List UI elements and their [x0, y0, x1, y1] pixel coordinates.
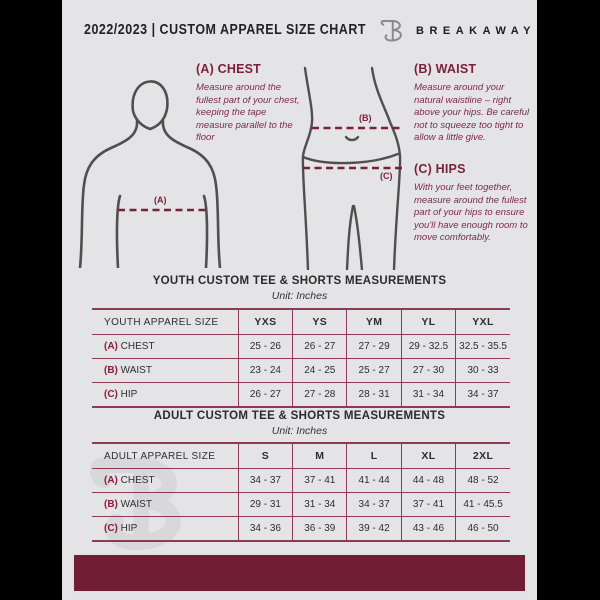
size-header-cell: XL	[401, 443, 455, 469]
value-cell: 31 - 34	[293, 493, 347, 517]
size-header-cell: YS	[293, 309, 347, 335]
row-label-cell	[92, 383, 238, 408]
value-cell: 30 - 33	[456, 359, 510, 383]
value-cell: 32.5 - 35.5	[456, 335, 510, 359]
value-cell: 41 - 45.5	[456, 493, 510, 517]
row-key: (B)	[104, 365, 118, 376]
size-chart-document	[62, 0, 537, 600]
value-cell: 36 - 39	[293, 517, 347, 542]
value-cell: 28 - 31	[347, 383, 401, 408]
row-label-cell	[92, 359, 238, 383]
value-cell: 27 - 29	[347, 335, 401, 359]
row-name: CHEST	[117, 475, 155, 486]
size-header-cell: YM	[347, 309, 401, 335]
row-label-cell	[92, 469, 238, 493]
table-row	[92, 359, 510, 383]
value-cell: 23 - 24	[238, 359, 292, 383]
row-key: (B)	[104, 499, 118, 510]
row-name: HIP	[117, 389, 138, 400]
row-name: WAIST	[117, 499, 152, 510]
row-key: (C)	[104, 389, 118, 400]
value-cell: 48 - 52	[456, 469, 510, 493]
value-cell: 34 - 37	[238, 469, 292, 493]
table-row	[92, 517, 510, 542]
footer-accent-bar	[72, 553, 527, 593]
instruction-waist-heading: (B) WAIST	[414, 62, 477, 76]
instruction-hips-heading: (C) HIPS	[414, 162, 466, 176]
youth-table-title: YOUTH CUSTOM TEE & SHORTS MEASUREMENTS	[152, 275, 447, 287]
instruction-hips	[414, 162, 532, 245]
value-cell: 25 - 26	[238, 335, 292, 359]
table-row	[92, 383, 510, 408]
value-cell: 27 - 30	[401, 359, 455, 383]
row-name: WAIST	[117, 365, 152, 376]
adult-size-table	[92, 442, 510, 542]
value-cell: 34 - 37	[347, 493, 401, 517]
row-label-cell	[92, 517, 238, 542]
value-cell: 39 - 42	[347, 517, 401, 542]
size-header-cell: YXS	[238, 309, 292, 335]
value-cell: 24 - 25	[293, 359, 347, 383]
adult-table-title: ADULT CUSTOM TEE & SHORTS MEASUREMENTS	[153, 410, 446, 422]
apparel-size-header-cell: YOUTH APPAREL SIZE	[104, 316, 219, 328]
row-key: (A)	[104, 475, 118, 486]
chest-marker-label: (A)	[154, 195, 167, 205]
table-header-row	[92, 309, 510, 335]
value-cell: 29 - 32.5	[401, 335, 455, 359]
size-header-cell: 2XL	[456, 443, 510, 469]
size-header-cell: YL	[401, 309, 455, 335]
value-cell: 37 - 41	[293, 469, 347, 493]
figure-lower-body	[290, 60, 415, 270]
row-key: (A)	[104, 341, 118, 352]
youth-table-unit: Unit: Inches	[271, 290, 328, 302]
apparel-size-header-cell: ADULT APPAREL SIZE	[104, 450, 216, 462]
brand-name: BREAKAWAY	[416, 25, 536, 37]
value-cell: 26 - 27	[238, 383, 292, 408]
row-name: HIP	[117, 523, 138, 534]
table-row	[92, 335, 510, 359]
instruction-chest-text: Measure around the fullest part of your chest, keeping the tape measure parallel to the floor	[196, 82, 300, 144]
row-key: (C)	[104, 523, 118, 534]
value-cell: 34 - 36	[238, 517, 292, 542]
size-header-cell: M	[293, 443, 347, 469]
size-header-cell: S	[238, 443, 292, 469]
value-cell: 46 - 50	[456, 517, 510, 542]
value-cell: 25 - 27	[347, 359, 401, 383]
instruction-waist-text: Measure around your natural waistline – right above your hips. Be careful not to squeeze too tight to allow a little give.	[414, 82, 530, 144]
value-cell: 34 - 37	[456, 383, 510, 408]
table-row	[92, 469, 510, 493]
instruction-chest	[196, 62, 304, 145]
value-cell: 31 - 34	[401, 383, 455, 408]
instruction-waist	[414, 62, 532, 145]
table-row	[92, 493, 510, 517]
instruction-hips-text: With your feet together, measure around the fullest part of your hips to ensure you'll have enough room to move comfortably.	[414, 182, 528, 244]
row-label-cell	[92, 493, 238, 517]
instruction-chest-heading: (A) CHEST	[196, 62, 261, 76]
size-header-cell: L	[347, 443, 401, 469]
youth-size-table	[92, 308, 510, 408]
value-cell: 44 - 48	[401, 469, 455, 493]
page-title: 2022/2023 | CUSTOM APPAREL SIZE CHART	[84, 22, 366, 38]
value-cell: 41 - 44	[347, 469, 401, 493]
size-header-cell: YXL	[456, 309, 510, 335]
table-header-row	[92, 443, 510, 469]
value-cell: 37 - 41	[401, 493, 455, 517]
waist-marker-label: (B)	[359, 113, 372, 123]
row-label-cell	[92, 335, 238, 359]
value-cell: 43 - 46	[401, 517, 455, 542]
value-cell: 26 - 27	[293, 335, 347, 359]
row-name: CHEST	[117, 341, 155, 352]
breakaway-logo-icon	[380, 14, 410, 46]
hip-marker-label: (C)	[380, 171, 393, 181]
adult-table-unit: Unit: Inches	[271, 425, 328, 437]
value-cell: 29 - 31	[238, 493, 292, 517]
value-cell: 27 - 28	[293, 383, 347, 408]
